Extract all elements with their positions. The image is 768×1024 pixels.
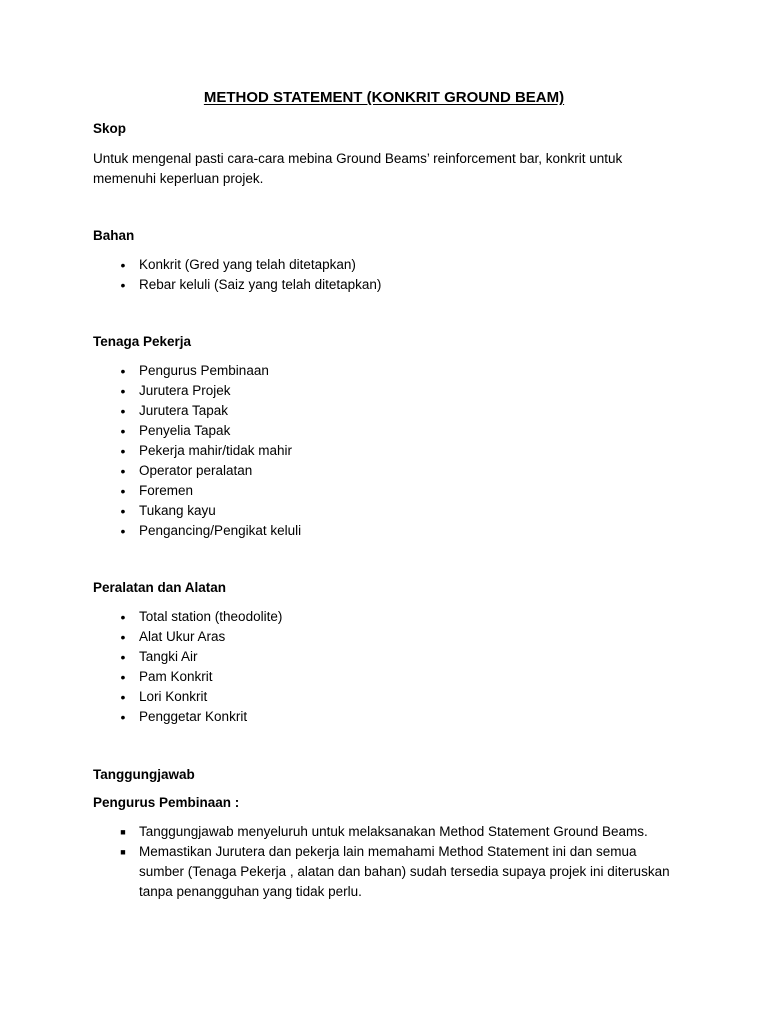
list-item [93, 667, 683, 687]
list-item-text: Pengancing/Pengikat keluli [139, 523, 302, 538]
list-item-text: Operator peralatan [139, 463, 253, 478]
list-item [93, 521, 683, 541]
bullet-icon: ■ [120, 847, 126, 857]
skop-heading: Skop [93, 121, 127, 136]
bullet-icon: • [120, 669, 126, 685]
bullet-icon: • [120, 503, 126, 519]
bahan-list [93, 255, 683, 295]
list-item-text: Pengurus Pembinaan [139, 363, 269, 378]
bullet-icon: • [120, 383, 126, 399]
list-item-text: Alat Ukur Aras [139, 629, 226, 644]
bullet-icon: • [120, 403, 126, 419]
list-item-text: Total station (theodolite) [139, 609, 283, 624]
list-item-text: Penyelia Tapak [139, 423, 231, 438]
tanggungjawab-heading: Tanggungjawab [93, 767, 195, 782]
bullet-icon: • [120, 443, 126, 459]
bullet-icon: • [120, 363, 126, 379]
bullet-icon: • [120, 483, 126, 499]
peralatan-list [93, 607, 683, 727]
bullet-icon: • [120, 277, 126, 293]
list-item [93, 607, 683, 627]
list-item-text: Pekerja mahir/tidak mahir [139, 443, 293, 458]
list-item [93, 361, 683, 381]
list-item-text: Jurutera Projek [139, 383, 231, 398]
list-item-text: Konkrit (Gred yang telah ditetapkan) [139, 257, 356, 272]
list-item [93, 461, 683, 481]
list-item [93, 707, 683, 727]
list-item [93, 687, 683, 707]
skop-paragraph: Untuk mengenal pasti cara-cara mebina Ground Beams’ reinforcement bar, konkrit untuk memenuhi keperluan projek. [93, 151, 623, 186]
list-item-text: Tangki Air [139, 649, 198, 664]
bullet-icon: ■ [120, 827, 126, 837]
list-item-text: Tanggungjawab menyeluruh untuk melaksanakan Method Statement Ground Beams. [139, 824, 648, 839]
peralatan-heading: Peralatan dan Alatan [93, 580, 227, 595]
list-item [93, 481, 683, 501]
list-item-text: Pam Konkrit [139, 669, 213, 684]
tenaga-pekerja-list [93, 361, 683, 541]
bullet-icon: • [120, 257, 126, 273]
list-item-text: Foremen [139, 483, 194, 498]
bullet-icon: • [120, 709, 126, 725]
pengurus-pembinaan-subheading: Pengurus Pembinaan : [93, 795, 240, 810]
list-item [93, 647, 683, 667]
list-item [93, 275, 683, 295]
bullet-icon: • [120, 463, 126, 479]
list-item [93, 421, 683, 441]
list-item [93, 501, 683, 521]
list-item [93, 381, 683, 401]
list-item [93, 842, 683, 902]
bullet-icon: • [120, 649, 126, 665]
list-item-text: Memastikan Jurutera dan pekerja lain memahami Method Statement ini dan semua sumber (Tenaga Pekerja , alatan dan bahan) sudah tersedia supaya projek ini diteruskan tanpa penangguhan yang tidak perlu. [139, 844, 670, 899]
list-item-text: Rebar keluli (Saiz yang telah ditetapkan) [139, 277, 382, 292]
list-item [93, 401, 683, 421]
list-item [93, 441, 683, 461]
bullet-icon: • [120, 629, 126, 645]
list-item-text: Penggetar Konkrit [139, 709, 248, 724]
bahan-heading: Bahan [93, 228, 135, 243]
list-item [93, 822, 683, 842]
list-item-text: Jurutera Tapak [139, 403, 229, 418]
bullet-icon: • [120, 423, 126, 439]
list-item [93, 255, 683, 275]
list-item [93, 627, 683, 647]
tanggungjawab-list [93, 822, 683, 902]
bullet-icon: • [120, 689, 126, 705]
list-item-text: Lori Konkrit [139, 689, 208, 704]
list-item-text: Tukang kayu [139, 503, 216, 518]
bullet-icon: • [120, 523, 126, 539]
bullet-icon: • [120, 609, 126, 625]
tenaga-pekerja-heading: Tenaga Pekerja [93, 334, 192, 349]
document-title: METHOD STATEMENT (KONKRIT GROUND BEAM) [203, 89, 565, 106]
